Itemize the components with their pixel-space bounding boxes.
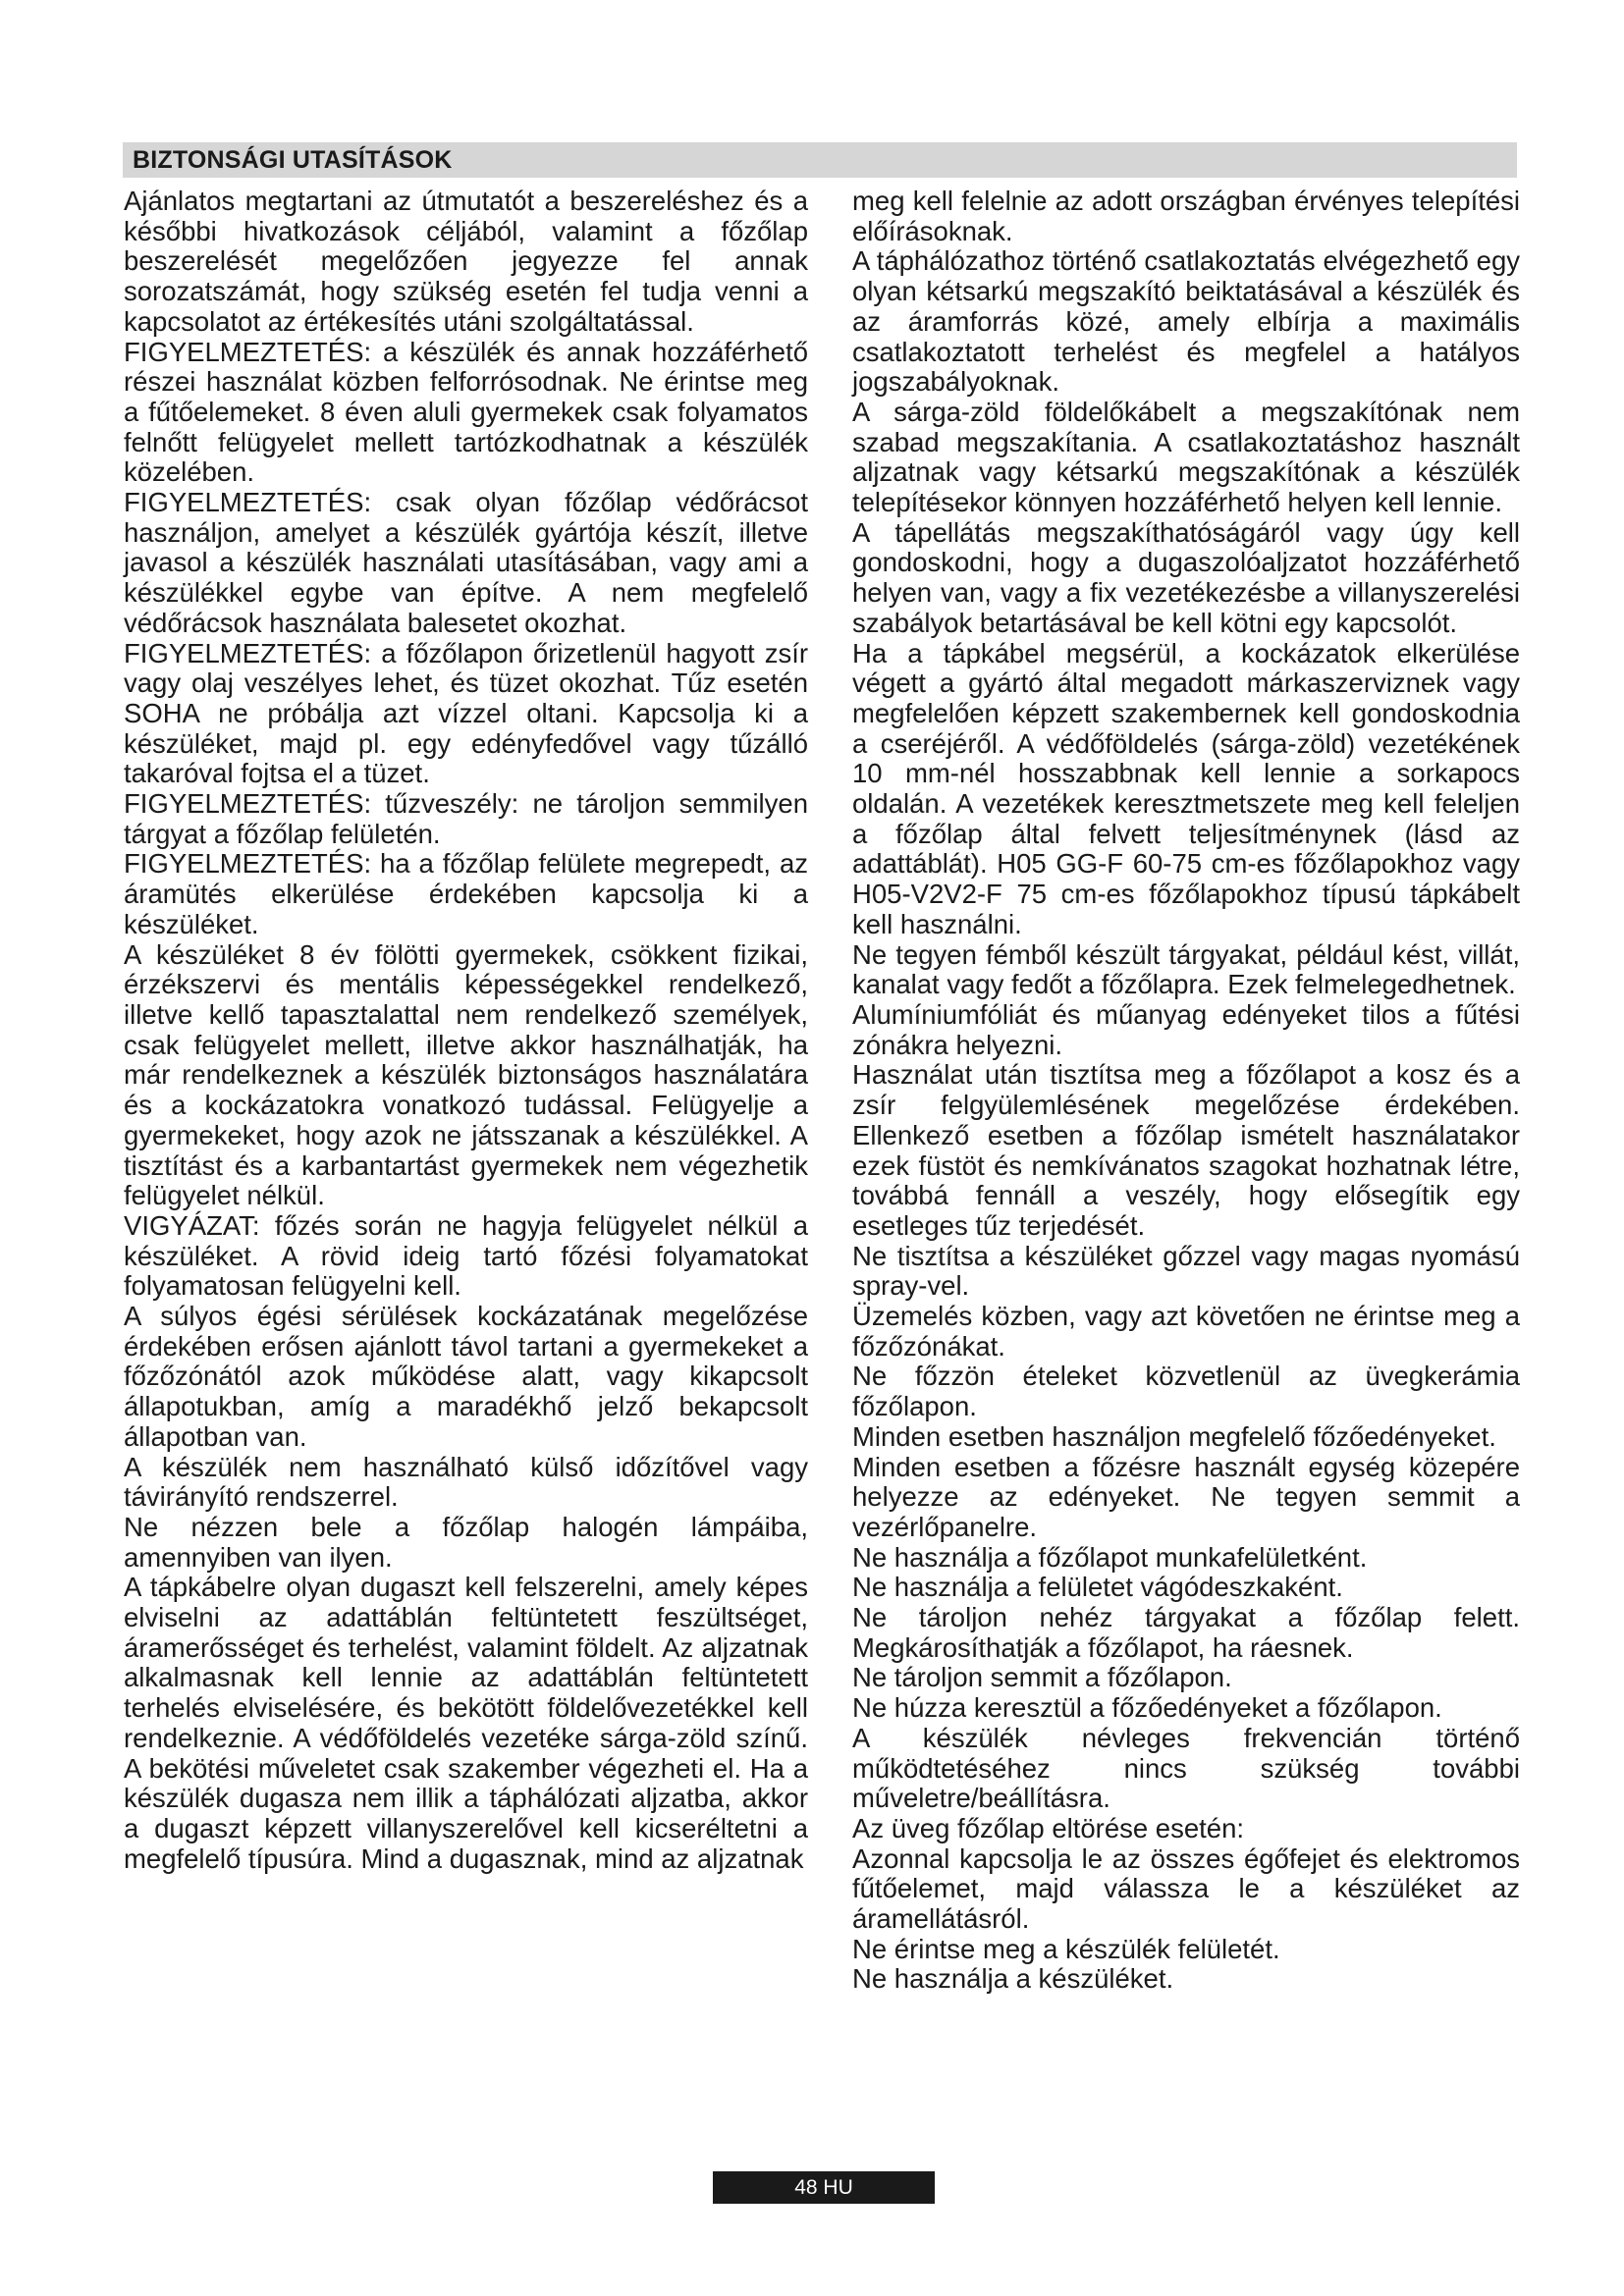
paragraph: Az üveg főzőlap eltörése esetén: [852,1812,1245,1843]
paragraph: A készülék névleges frekvencián történő működtetéséhez nincs szükség további műveletre/beállításra. [852,1722,1520,1814]
paragraph: FIGYELMEZTETÉS: tűzveszély: ne tároljon semmilyen tárgyat a főzőlap felületén. [124,788,808,849]
paragraph: Minden esetben a főzésre használt egység közepére helyezze az edényeket. Ne tegyen semmit a vezérlőpanelre. [852,1451,1520,1542]
paragraph: Minden esetben használjon megfelelő főzőedényeket. [852,1420,1496,1452]
paragraph: FIGYELMEZTETÉS: ha a főzőlap felülete megrepedt, az áramütés elkerülése érdekében kapcsolja ki a készüléket. [124,848,808,939]
paragraph: FIGYELMEZTETÉS: csak olyan főzőlap védőrácsot használjon, amelyet a készülék gyártója készít, illetve javasol a készülék használati utasításában, vagy ami a készülékkel egybe van építve. A nem megfelelő védőrácsok használata balesetet okozhat. [124,487,808,638]
section-title: BIZTONSÁGI UTASÍTÁSOK [133,146,453,174]
paragraph: A tápellátás megszakíthatóságáról vagy úgy kell gondoskodni, hogy a dugaszolóaljzatot hozzáférhető helyen van, vagy a fix vezetékezésbe a villanyszerelési szabályok betartásával be kell kötni egy kapcsolót. [852,516,1520,638]
paragraph: VIGYÁZAT: főzés során ne hagyja felügyelet nélkül a készüléket. A rövid ideig tartó főzési folyamatokat folyamatosan felügyelni kell. [124,1209,808,1302]
paragraph: FIGYELMEZTETÉS: a főzőlapon őrizetlenül hagyott zsír vagy olaj veszélyes lehet, és tüzet okozhat. Tűz esetén SOHA ne próbálja azt vízzel oltani. Kapcsolja ki a készüléket, majd pl. egy edényfedővel vagy tűzálló takaróval fojtsa el a tüzet. [124,637,808,789]
paragraph: Ne használja a főzőlapot munkafelületként. [852,1541,1368,1573]
paragraph: Ne tegyen fémből készült tárgyakat, például kést, villát, kanalat vagy fedőt a főzőlapra. Ezek felmelegedhetnek. [852,938,1520,1000]
paragraph: Ne húzza keresztül a főzőedényeket a főzőlapon. [852,1692,1442,1724]
left-column [124,187,808,1874]
paragraph: Használat után tisztítsa meg a főzőlapot a kosz és a zsír felgyülemlésének megelőzése érdekében. Ellenkező esetben a főzőlap ismételt használatakor ezek füstöt és nemkívánatos szagokat hozhatnak létre, továbbá fennáll a veszély, hogy elősegítik egy esetleges tűz terjedését. [852,1059,1520,1241]
paragraph: Ne érintse meg a készülék felületét. [852,1933,1280,1964]
paragraph: Ne főzzön ételeket közvetlenül az üvegkerámia főzőlapon. [852,1361,1520,1422]
paragraph: A készüléket 8 év fölötti gyermekek, csökkent fizikai, érzékszervi és mentális képességekkel rendelkező, illetve kellő tapasztalattal nem rendelkező személyek, csak felügyelet mellett, illetve akkor használhatják, ha már rendelkeznek a készülék biztonságos használatára és a kockázatokra vonatkozó tudással. Felügyelje a gyermekeket, hogy azok ne játsszanak a készülékkel. A tisztítást és a karbantartást gyermekek nem végezhetik felügyelet nélkül. [124,938,808,1211]
paragraph: Ha a tápkábel megsérül, a kockázatok elkerülése végett a gyártó által megadott márkaszerviznek vagy megfelelően képzett szakembernek kell gondoskodnia a cseréjéről. A védőföldelés (sárga-zöld) vezetékének 10 mm-nél hosszabbnak kell lennie a sorkapocs oldalán. A vezetékek keresztmetszete meg kell feleljen a főzőlap által felvett teljesítménynek (lásd az adattáblát). H05 GG-F 60-75 cm-es főzőlapokhoz vagy H05-V2V2-F 75 cm-es főzőlapokhoz típusú tápkábelt kell használni. [852,637,1520,939]
paragraph: Ne tisztítsa a készüléket gőzzel vagy magas nyomású spray-vel. [852,1240,1520,1302]
paragraph: meg kell felelnie az adott országban érvényes telepítési előírásoknak. [852,186,1520,246]
paragraph: Ne használja a felületet vágódeszkaként. [852,1572,1343,1603]
paragraph: A súlyos égési sérülések kockázatának megelőzése érdekében erősen ajánlott távol tartani a gyermekeket a főzőzónától azok működése alatt, vagy kikapcsolt állapotukban, amíg a maradékhő jelző bekapcsolt állapotban van. [124,1301,808,1452]
right-column [852,187,1520,1995]
paragraph: Üzemelés közben, vagy azt követően ne érintse meg a főzőzónákat. [852,1301,1520,1362]
page-number: 48 HU [794,2176,853,2199]
paragraph: Alumíniumfóliát és műanyag edényeket tilos a fűtési zónákra helyezni. [852,998,1520,1060]
paragraph: Ne nézzen bele a főzőlap halogén lámpáiba, amennyiben van ilyen. [124,1511,808,1573]
paragraph: A készülék nem használható külső időzítővel vagy távirányító rendszerrel. [124,1451,808,1513]
paragraph: Ne tároljon semmit a főzőlapon. [852,1662,1232,1693]
paragraph: Ajánlatos megtartani az útmutatót a beszereléshez és a későbbi hivatkozások céljából, valamint a főzőlap beszerelését megelőzően jegyezze fel annak sorozatszámát, hogy szükség esetén fel tudja venni a kapcsolatot az értékesítés utáni szolgáltatással. [124,186,808,337]
paragraph: A tápkábelre olyan dugaszt kell felszerelni, amely képes elviselni az adattáblán feltüntetett feszültséget, áramerősséget és terhelést, valamint földelt. Az aljzatnak alkalmasnak kell lennie az adattáblán feltüntetett terhelés elviselésére, és bekötött földelővezetékkel kell rendelkeznie. A védőföldelés vezetéke sárga-zöld színű. A bekötési műveletet csak szakember végezheti el. Ha a készülék dugasza nem illik a táphálózati aljzatba, akkor a dugaszt képzett villanyszerelővel kell kicseréltetni a megfelelő típusúra. Mind a dugasznak, mind az aljzatnak [124,1572,808,1874]
paragraph: A táphálózathoz történő csatlakoztatás elvégezhető egy olyan kétsarkú megszakító beiktatásával a készülék és az áramforrás közé, amely elbírja a maximális csatlakoztatott terhelést és megfelel a hatályos jogszabályoknak. [852,245,1520,398]
paragraph: Ne használja a készüléket. [852,1963,1174,1995]
paragraph: A sárga-zöld földelőkábelt a megszakítónak nem szabad megszakítania. A csatlakoztatáshoz használt aljzatnak vagy kétsarkú megszakítónak a készülék telepítésekor könnyen hozzáférhető helyen kell lennie. [852,396,1520,518]
paragraph: FIGYELMEZTETÉS: a készülék és annak hozzáférhető részei használat közben felforrósodnak. Ne érintse meg a fűtőelemeket. 8 éven aluli gyermekek csak folyamatos felnőtt felügyelet mellett tartózkodhatnak a készülék közelében. [124,336,808,488]
paragraph: Azonnal kapcsolja le az összes égőfejet és elektromos fűtőelemet, majd válassza le a készüléket az áramellátásról. [852,1842,1520,1935]
paragraph: Ne tároljon nehéz tárgyakat a főzőlap felett. Megkárosíthatják a főzőlapot, ha ráesnek. [852,1602,1520,1663]
